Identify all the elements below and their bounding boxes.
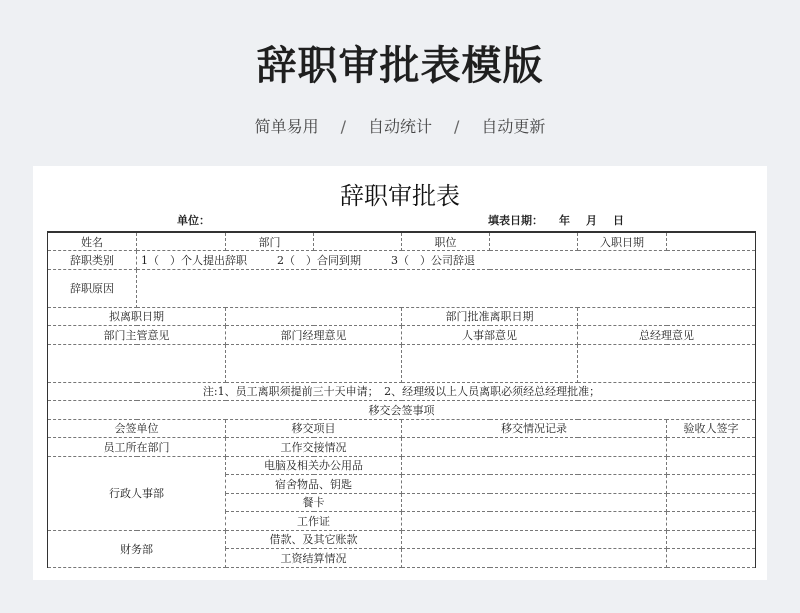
resign-reason-field[interactable] <box>137 269 756 307</box>
separator: / <box>454 117 460 136</box>
record-field[interactable] <box>402 475 667 494</box>
signature-field[interactable] <box>667 549 756 568</box>
item-meal-card: 餐卡 <box>226 493 402 512</box>
record-field[interactable] <box>402 438 667 457</box>
item-loan: 借款、及其它账款 <box>226 530 402 549</box>
name-label: 姓名 <box>48 232 137 251</box>
table-row <box>48 456 756 475</box>
resign-type-label: 辞职类别 <box>48 251 137 270</box>
table-row <box>48 251 756 270</box>
planned-date-field[interactable] <box>226 307 402 326</box>
item-salary: 工资结算情况 <box>226 549 402 568</box>
table-row <box>48 307 756 326</box>
banner-title: 辞职审批表模版 <box>256 43 544 89</box>
hr-opinion-label: 人事部意见 <box>402 326 578 345</box>
table-row <box>48 326 756 345</box>
separator: / <box>340 117 346 136</box>
feature-easy: 简单易用 <box>254 117 319 136</box>
position-label: 职位 <box>402 232 490 251</box>
supervisor-opinion-label: 部门主管意见 <box>48 326 226 345</box>
signature-field[interactable] <box>667 438 756 457</box>
item-computer: 电脑及相关办公用品 <box>226 456 402 475</box>
table-row <box>48 419 756 438</box>
option-contract-end[interactable]: 2（ ）合同到期 <box>277 253 361 267</box>
signature-field[interactable] <box>667 530 756 549</box>
approved-date-label: 部门批准离职日期 <box>402 307 578 326</box>
signature-field[interactable] <box>667 493 756 512</box>
record-field[interactable] <box>402 493 667 512</box>
position-field[interactable] <box>490 232 578 251</box>
header-handover-item: 移交项目 <box>226 419 402 438</box>
item-work-badge: 工作证 <box>226 512 402 531</box>
year-label: 年 <box>559 214 570 227</box>
record-field[interactable] <box>402 549 667 568</box>
handover-title: 移交会签事项 <box>48 401 756 420</box>
month-label: 月 <box>586 214 597 227</box>
option-personal[interactable]: 1（ ）个人提出辞职 <box>141 253 247 267</box>
hr-opinion-field[interactable] <box>402 344 578 382</box>
table-row <box>48 232 756 251</box>
signature-field[interactable] <box>667 475 756 494</box>
fill-date <box>488 212 624 228</box>
manager-opinion-label: 部门经理意见 <box>226 326 402 345</box>
unit-label: 单位： <box>177 214 210 227</box>
note-text: 注:1、员工离职须提前三十天申请； 2、经理级以上人员离职必须经总经理批准； <box>48 382 756 401</box>
date-label: 填表日期： <box>488 214 543 227</box>
approved-date-field[interactable] <box>578 307 756 326</box>
dept-finance: 财务部 <box>48 530 226 567</box>
resignation-form-table <box>47 231 756 568</box>
resign-type-options <box>137 251 756 270</box>
join-date-label: 入职日期 <box>578 232 667 251</box>
planned-date-label: 拟离职日期 <box>48 307 226 326</box>
item-dorm: 宿舍物品、钥匙 <box>226 475 402 494</box>
table-row <box>48 401 756 420</box>
record-field[interactable] <box>402 530 667 549</box>
feature-auto-stats: 自动统计 <box>367 117 432 136</box>
header-sign-unit: 会签单位 <box>48 419 226 438</box>
gm-opinion-field[interactable] <box>578 344 756 382</box>
table-row <box>48 344 756 382</box>
option-dismissal[interactable]: 3（ ）公司辞退 <box>391 253 475 267</box>
record-field[interactable] <box>402 456 667 475</box>
record-field[interactable] <box>402 512 667 531</box>
name-field[interactable] <box>137 232 226 251</box>
header-acceptor-signature: 验收人签字 <box>667 419 756 438</box>
table-row <box>48 269 756 307</box>
dept-admin-hr: 行政人事部 <box>48 456 226 530</box>
day-label: 日 <box>613 214 624 227</box>
form-sheet <box>33 166 767 580</box>
signature-field[interactable] <box>667 512 756 531</box>
item-work-handover: 工作交接情况 <box>226 438 402 457</box>
table-row <box>48 530 756 549</box>
gm-opinion-label: 总经理意见 <box>578 326 756 345</box>
join-date-field[interactable] <box>667 232 756 251</box>
table-row <box>48 382 756 401</box>
table-row <box>48 438 756 457</box>
document-title: 辞职审批表 <box>340 182 460 210</box>
dept-own: 员工所在部门 <box>48 438 226 457</box>
supervisor-opinion-field[interactable] <box>48 344 226 382</box>
banner-subtitle <box>0 114 800 137</box>
header-handover-record: 移交情况记录 <box>402 419 667 438</box>
feature-auto-update: 自动更新 <box>481 117 546 136</box>
signature-field[interactable] <box>667 456 756 475</box>
manager-opinion-field[interactable] <box>226 344 402 382</box>
dept-field[interactable] <box>314 232 402 251</box>
dept-label: 部门 <box>226 232 314 251</box>
resign-reason-label: 辞职原因 <box>48 269 137 307</box>
